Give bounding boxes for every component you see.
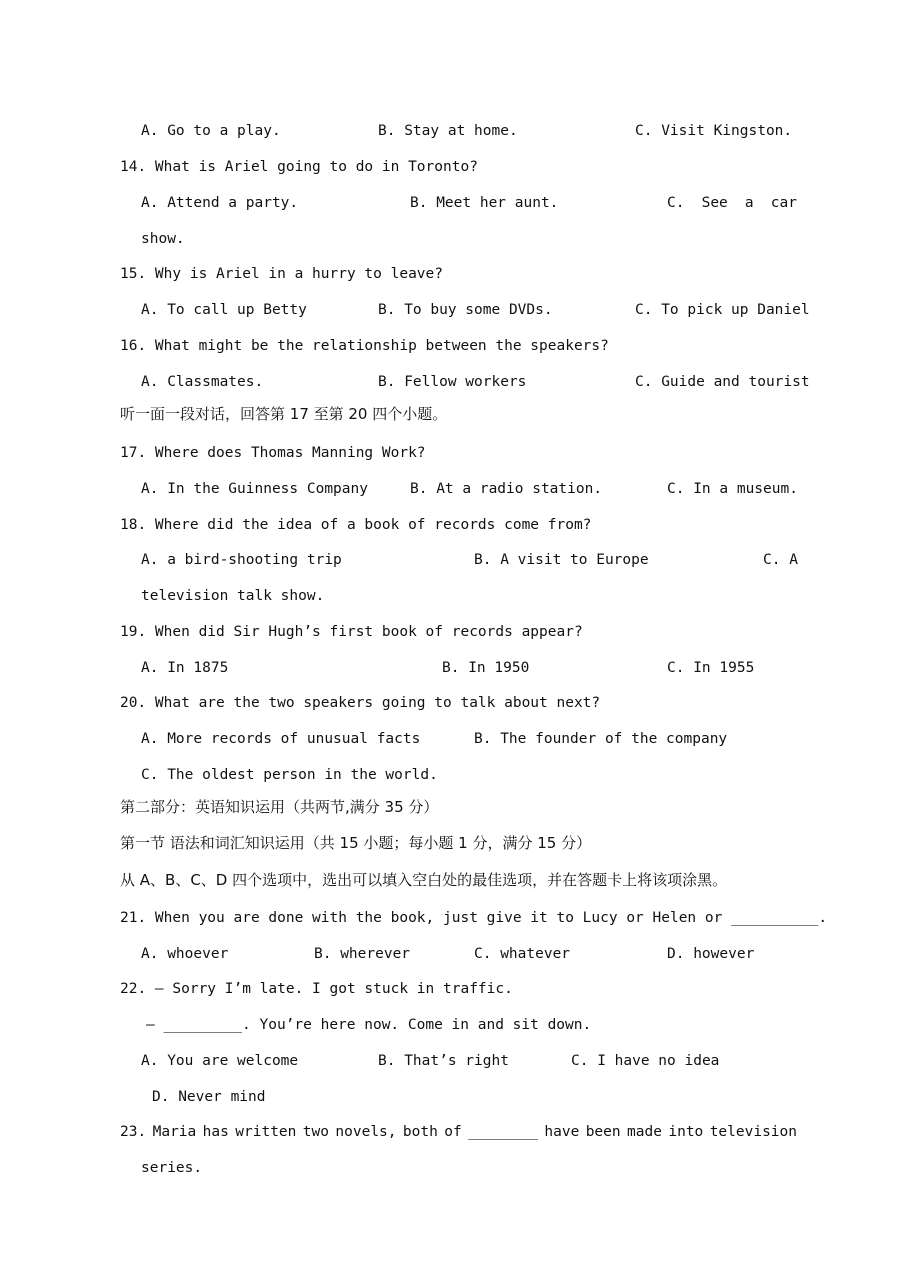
q23-word: two [302,1124,329,1140]
q21-option-b: B. wherever [314,946,411,962]
q18-option-c-wrap: television talk show. [141,588,325,604]
q23-word: been [585,1124,621,1140]
q23-word: of [444,1124,462,1140]
q21-option-a: A. whoever [141,946,229,962]
q14-option-c [667,193,797,213]
q16-option-a: A. Classmates. [141,374,264,390]
q17-option-a: A. In the Guinness Company [141,481,368,497]
q17-option-b: B. At a radio station. [410,481,603,497]
q22-option-d: D. Never mind [152,1089,266,1105]
q14-option-c-word: car [770,195,797,211]
q23-word: made [627,1124,662,1140]
q22-line1: 22. — Sorry I’m late. I got stuck in traffic. [120,981,513,997]
q19-stem: 19. When did Sir Hugh’s first book of records appear? [120,624,583,640]
q15-stem: 15. Why is Ariel in a hurry to leave? [120,266,444,282]
part2-title: 第二部分：英语知识运用（共两节,满分 35 分） [120,798,439,816]
q14-option-a: A. Attend a party. [141,195,299,211]
q23-word: both [402,1124,438,1140]
q16-stem: 16. What might be the relationship between the speakers? [120,338,609,354]
q20-stem: 20. What are the two speakers going to talk about next? [120,695,601,711]
q23-word: television [709,1124,797,1140]
q15-option-b: B. To buy some DVDs. [378,302,553,318]
q22-option-c: C. I have no idea [571,1053,720,1069]
q23-word: have [544,1124,580,1140]
q21-stem: 21. When you are done with the book, just give it to Lucy or Helen or __________. [120,910,828,926]
q23-word: 23. [120,1124,147,1140]
q15-option-c: C. To pick up Daniel [635,302,810,318]
instruction-17-20: 听一面一段对话，回答第 17 至第 20 四个小题。 [120,405,448,423]
section1-title: 第一节 语法和词汇知识运用（共 15 小题；每小题 1 分，满分 15 分） [120,834,592,852]
q20-option-c: C. The oldest person in the world. [141,767,438,783]
q13-option-a: A. Go to a play. [141,123,281,139]
q21-option-d: D. however [667,946,755,962]
q22-option-b: B. That’s right [378,1053,509,1069]
q23-word: Maria [152,1124,197,1140]
q17-option-c: C. In a museum. [667,481,798,497]
q23-word: into [668,1124,704,1140]
q23-word: has [202,1124,229,1140]
q19-option-a: A. In 1875 [141,660,229,676]
q22-option-a: A. You are welcome [141,1053,299,1069]
q18-stem: 18. Where did the idea of a book of records come from? [120,517,592,533]
q23-word: novels, [335,1124,397,1140]
q22-line2: — _________. You’re here now. Come in and sit down. [146,1017,592,1033]
q19-option-c: C. In 1955 [667,660,755,676]
q15-option-a: A. To call up Betty [141,302,307,318]
q14-option-b: B. Meet her aunt. [410,195,559,211]
q14-option-c-word: a [744,195,754,211]
q23-blank: ________ [468,1124,538,1140]
q18-option-b: B. A visit to Europe [474,552,649,568]
q16-option-c: C. Guide and tourist [635,374,810,390]
q18-option-a: A. a bird-shooting trip [141,552,342,568]
q16-option-b: B. Fellow workers [378,374,527,390]
q13-option-c: C. Visit Kingston. [635,123,793,139]
q20-option-a: A. More records of unusual facts [141,731,421,747]
q14-option-c-word: See [701,195,728,211]
q19-option-b: B. In 1950 [442,660,530,676]
q14-option-c-wrap: show. [141,231,185,247]
q23-word: written [235,1124,297,1140]
q21-option-c: C. whatever [474,946,571,962]
q17-stem: 17. Where does Thomas Manning Work? [120,445,426,461]
q14-stem: 14. What is Ariel going to do in Toronto? [120,159,478,175]
q13-option-b: B. Stay at home. [378,123,518,139]
section1-instruction: 从 A、B、C、D 四个选项中，选出可以填入空白处的最佳选项，并在答题卡上将该项涂黑。 [120,871,728,889]
q14-option-c-word: C. [667,195,685,211]
q20-option-b: B. The founder of the company [474,731,728,747]
q23-stem [120,1122,797,1142]
q18-option-c: C. A [763,552,798,568]
q23-stem-wrap: series. [141,1160,203,1176]
